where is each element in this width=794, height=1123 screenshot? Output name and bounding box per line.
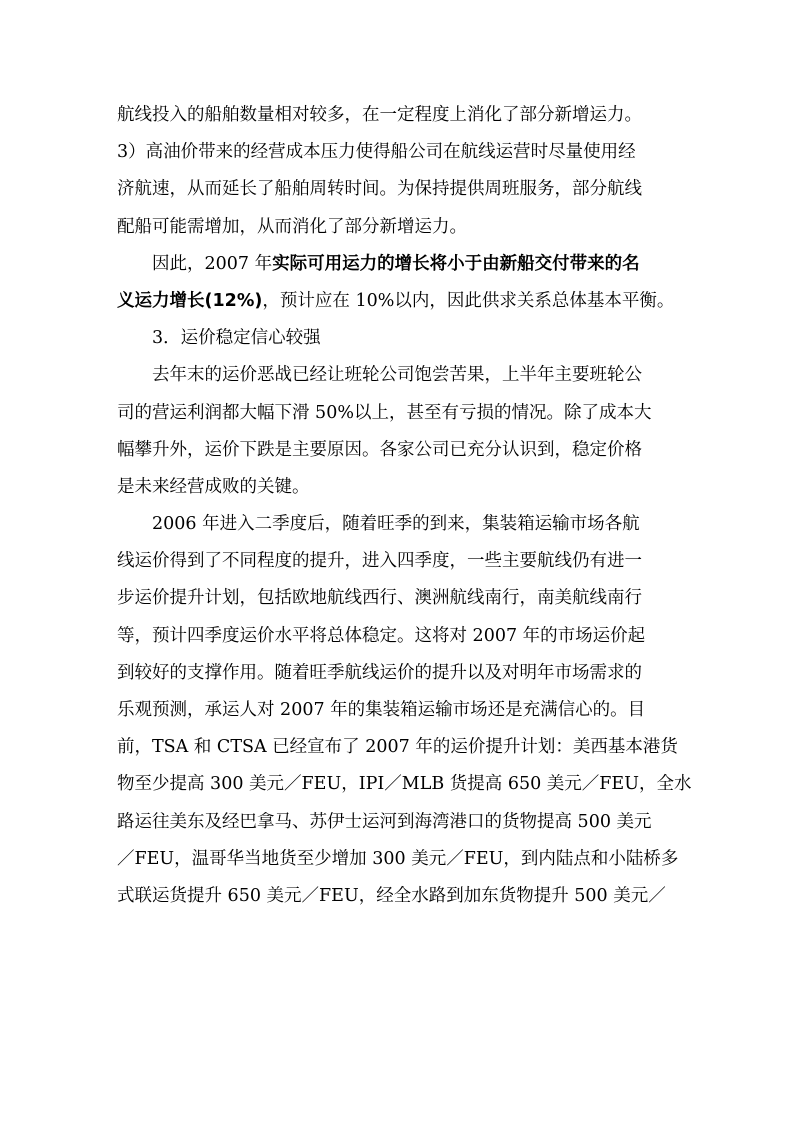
paragraph-line: 物至少提高 300 美元／FEU，IPI／MLB 货提高 650 美元／FEU，全水: [117, 774, 692, 795]
text-run: 因此，2007 年: [152, 253, 273, 274]
paragraph-line: 航线投入的船舶数量相对较多，在一定程度上消化了部分新增运力。: [117, 105, 642, 125]
paragraph-line: [117, 283, 677, 320]
paragraph-line: 幅攀升外，运价下跌是主要原因。各家公司已充分认识到，稳定价格: [117, 439, 642, 460]
paragraph-line: 司的营运利润都大幅下滑 50%以上，甚至有亏损的情况。除了成本大: [117, 402, 652, 423]
paragraph-line: 路运往美东及经巴拿马、苏伊士运河到海湾港口的货物提高 500 美元: [117, 811, 652, 832]
paragraph-line: 步运价提升计划，包括欧地航线西行、澳洲航线南行，南美航线南行: [117, 588, 642, 609]
paragraph-line: 乐观预测，承运人对 2007 年的集装箱运输市场还是充满信心的。目: [117, 700, 646, 720]
section-heading: 3．运价稳定信心较强: [152, 328, 321, 349]
paragraph-line: 等，预计四季度运价水平将总体稳定。这将对 2007 年的市场运价起: [117, 625, 646, 646]
emphasis-text: 实际可用运力的增长将小于由新船交付带来的名: [272, 253, 640, 274]
paragraph-line: 到较好的支撑作用。随着旺季航线运价的提升以及对明年市场需求的: [117, 662, 642, 683]
document-page: [117, 97, 692, 915]
paragraph-line: 是未来经营成败的关键。: [117, 476, 310, 497]
text-run: ，预计应在 10%以内，因此供求关系总体基本平衡。: [262, 290, 675, 311]
paragraph-line: 线运价得到了不同程度的提升，进入四季度，一些主要航线仍有进一: [117, 551, 642, 572]
paragraph-line: 配船可能需增加，从而消化了部分新增运力。: [117, 216, 467, 237]
paragraph-line: 前，TSA 和 CTSA 已经宣布了 2007 年的运价提升计划：美西基本港货: [117, 737, 678, 758]
paragraph-line: [117, 246, 677, 283]
emphasis-text: 义运力增长(12%): [117, 290, 263, 311]
paragraph-line: 3）高油价带来的经营成本压力使得船公司在航线运营时尽量使用经: [117, 142, 636, 163]
paragraph-line: ／FEU，温哥华当地货至少增加 300 美元／FEU，到内陆点和小陆桥多: [117, 848, 679, 869]
paragraph-line: 去年末的运价恶战已经让班轮公司饱尝苦果，上半年主要班轮公: [152, 365, 642, 386]
paragraph-line: 济航速，从而延长了船舶周转时间。为保持提供周班服务，部分航线: [117, 179, 642, 200]
paragraph-line: 式联运货提升 650 美元／FEU，经全水路到加东货物提升 500 美元／: [117, 885, 666, 906]
paragraph-line: 2006 年进入二季度后，随着旺季的到来，集装箱运输市场各航: [152, 514, 640, 535]
